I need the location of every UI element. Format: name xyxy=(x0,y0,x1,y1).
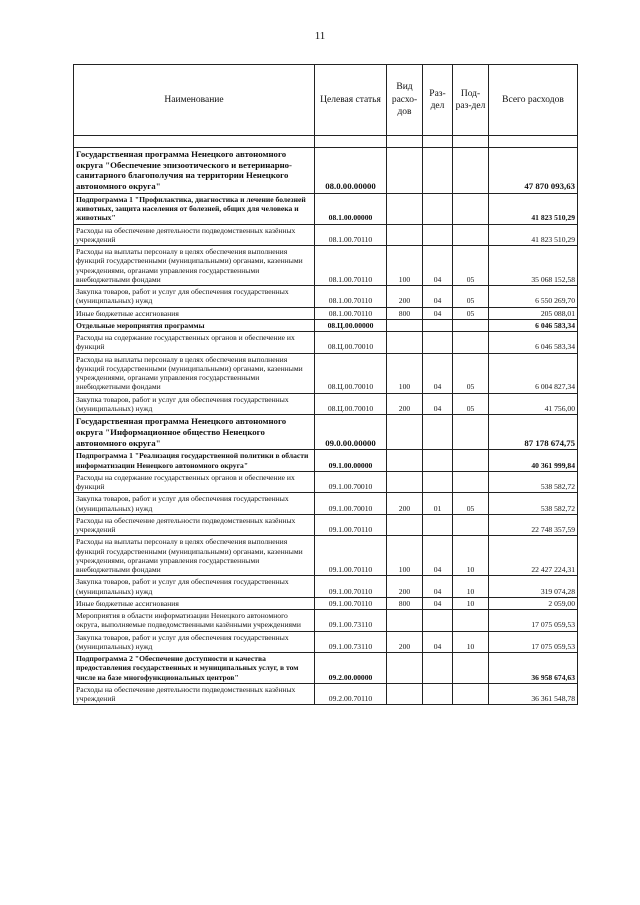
cell-section: 01 xyxy=(423,493,453,515)
cell-code: 09.2.00.70110 xyxy=(315,683,387,705)
cell-total xyxy=(489,136,578,148)
cell-section: 04 xyxy=(423,307,453,319)
cell-subsection xyxy=(453,610,489,632)
table-row xyxy=(74,683,578,705)
cell-subsection: 05 xyxy=(453,353,489,393)
table-row xyxy=(74,536,578,576)
cell-kind xyxy=(387,136,423,148)
table-body xyxy=(74,136,578,705)
cell-subsection xyxy=(453,148,489,194)
cell-name: Закупка товаров, работ и услуг для обеспечения государственных (муниципальных) нужд xyxy=(74,393,315,415)
cell-name: Расходы на выплаты персоналу в целях обеспечения выполнения функций государственными (муниципальными) органами, казенными учреждениями, органами управления государственными внебюджетными фондами xyxy=(74,536,315,576)
cell-name: Расходы на выплаты персоналу в целях обеспечения выполнения функций государственными (муниципальными) органами, казенными учреждениями, органами управления государственными внебюджетными фондами xyxy=(74,246,315,286)
cell-name: Закупка товаров, работ и услуг для обеспечения государственных (муниципальных) нужд xyxy=(74,631,315,653)
cell-section xyxy=(423,610,453,632)
header-section: Раз-дел xyxy=(423,65,453,136)
cell-total: 17 075 059,53 xyxy=(489,631,578,653)
cell-kind xyxy=(387,653,423,684)
cell-subsection: 05 xyxy=(453,286,489,308)
cell-name: Расходы на содержание государственных органов и обеспечение их функций xyxy=(74,471,315,493)
cell-section: 04 xyxy=(423,631,453,653)
cell-code: 08.Ц.00.70010 xyxy=(315,332,387,354)
cell-total: 6 046 583,34 xyxy=(489,332,578,354)
table-header-row xyxy=(74,65,578,136)
subprogram-row xyxy=(74,450,578,472)
cell-kind: 200 xyxy=(387,631,423,653)
cell-total: 41 756,00 xyxy=(489,393,578,415)
cell-total: 205 088,01 xyxy=(489,307,578,319)
header-total: Всего расходов xyxy=(489,65,578,136)
cell-kind: 100 xyxy=(387,246,423,286)
cell-subsection: 10 xyxy=(453,597,489,609)
cell-subsection xyxy=(453,415,489,450)
cell-name: Расходы на содержание государственных органов и обеспечение их функций xyxy=(74,332,315,354)
table-row xyxy=(74,246,578,286)
cell-kind: 200 xyxy=(387,493,423,515)
cell-subsection xyxy=(453,319,489,331)
cell-total: 87 178 674,75 xyxy=(489,415,578,450)
cell-kind xyxy=(387,193,423,224)
cell-name: Закупка товаров, работ и услуг для обеспечения государственных (муниципальных) нужд xyxy=(74,493,315,515)
cell-name: Расходы на обеспечение деятельности подведомственных казённых учреждений xyxy=(74,224,315,246)
cell-name: Государственная программа Ненецкого автономного округа "Обеспечение эпизоотического и ветеринарно-санитарного благополучия на территории Ненецкого автономного округа" xyxy=(74,148,315,194)
cell-subsection: 05 xyxy=(453,307,489,319)
cell-section: 04 xyxy=(423,597,453,609)
table-row xyxy=(74,353,578,393)
cell-subsection xyxy=(453,683,489,705)
cell-code: 09.1.00.70010 xyxy=(315,493,387,515)
cell-code: 08.1.00.70110 xyxy=(315,307,387,319)
cell-code: 09.1.00.70110 xyxy=(315,576,387,598)
cell-name: Расходы на обеспечение деятельности подведомственных казённых учреждений xyxy=(74,514,315,536)
cell-name: Закупка товаров, работ и услуг для обеспечения государственных (муниципальных) нужд xyxy=(74,576,315,598)
cell-total: 538 582,72 xyxy=(489,471,578,493)
cell-kind: 100 xyxy=(387,536,423,576)
cell-code: 08.Ц.00.00000 xyxy=(315,319,387,331)
cell-subsection xyxy=(453,471,489,493)
cell-total: 2 059,00 xyxy=(489,597,578,609)
cell-total: 41 823 510,29 xyxy=(489,224,578,246)
cell-subsection: 05 xyxy=(453,493,489,515)
table-row xyxy=(74,514,578,536)
cell-section xyxy=(423,224,453,246)
cell-kind: 800 xyxy=(387,307,423,319)
cell-name: Подпрограмма 1 "Профилактика, диагностика и лечение болезней животных, защита населения от болезней, общих для человека и животных" xyxy=(74,193,315,224)
cell-name: Иные бюджетные ассигнования xyxy=(74,307,315,319)
subprogram-row xyxy=(74,193,578,224)
cell-code: 09.1.00.73110 xyxy=(315,610,387,632)
program-row xyxy=(74,415,578,450)
cell-subsection xyxy=(453,450,489,472)
subprogram-row xyxy=(74,653,578,684)
cell-section xyxy=(423,450,453,472)
cell-code: 09.1.00.70110 xyxy=(315,536,387,576)
cell-code: 09.1.00.00000 xyxy=(315,450,387,472)
cell-subsection: 10 xyxy=(453,576,489,598)
cell-section: 04 xyxy=(423,393,453,415)
cell-section: 04 xyxy=(423,286,453,308)
cell-code: 09.1.00.70110 xyxy=(315,514,387,536)
cell-section xyxy=(423,415,453,450)
cell-section: 04 xyxy=(423,353,453,393)
cell-kind xyxy=(387,224,423,246)
cell-code: 08.1.00.70110 xyxy=(315,224,387,246)
cell-name xyxy=(74,136,315,148)
cell-total: 17 075 059,53 xyxy=(489,610,578,632)
table-row xyxy=(74,224,578,246)
cell-subsection xyxy=(453,136,489,148)
cell-total: 6 550 269,70 xyxy=(489,286,578,308)
cell-kind: 200 xyxy=(387,286,423,308)
cell-name: Расходы на обеспечение деятельности подведомственных казённых учреждений xyxy=(74,683,315,705)
cell-total: 41 823 510,29 xyxy=(489,193,578,224)
cell-kind: 200 xyxy=(387,576,423,598)
table-row xyxy=(74,576,578,598)
cell-name: Иные бюджетные ассигнования xyxy=(74,597,315,609)
header-kind: Вид расхо-дов xyxy=(387,65,423,136)
table-row xyxy=(74,307,578,319)
cell-subsection xyxy=(453,193,489,224)
cell-code: 08.1.00.00000 xyxy=(315,193,387,224)
cell-kind xyxy=(387,319,423,331)
cell-total: 36 958 674,63 xyxy=(489,653,578,684)
cell-kind xyxy=(387,148,423,194)
cell-subsection xyxy=(453,332,489,354)
cell-subsection: 05 xyxy=(453,393,489,415)
cell-section xyxy=(423,136,453,148)
cell-name: Расходы на выплаты персоналу в целях обеспечения выполнения функций государственными (муниципальными) органами, казенными учреждениями, органами управления государственными внебюджетными фондами xyxy=(74,353,315,393)
cell-code: 09.2.00.00000 xyxy=(315,653,387,684)
cell-code: 08.Ц.00.70010 xyxy=(315,353,387,393)
cell-name: Мероприятия в области информатизации Ненецкого автономного округа, выполняемые подведомственными казёнными учреждениями xyxy=(74,610,315,632)
cell-kind: 200 xyxy=(387,393,423,415)
table-row xyxy=(74,610,578,632)
cell-code: 09.0.00.00000 xyxy=(315,415,387,450)
cell-kind xyxy=(387,450,423,472)
page-number: 11 xyxy=(314,30,326,42)
cell-subsection xyxy=(453,514,489,536)
cell-kind xyxy=(387,610,423,632)
header-target: Целевая статья xyxy=(315,65,387,136)
cell-code: 08.Ц.00.70010 xyxy=(315,393,387,415)
table-row xyxy=(74,597,578,609)
cell-section xyxy=(423,653,453,684)
cell-name: Подпрограмма 2 "Обеспечение доступности и качества предоставления государственных и муниципальных услуг, в том числе на базе многофункциональных центров" xyxy=(74,653,315,684)
cell-code: 08.1.00.70110 xyxy=(315,246,387,286)
table-row xyxy=(74,393,578,415)
cell-name: Закупка товаров, работ и услуг для обеспечения государственных (муниципальных) нужд xyxy=(74,286,315,308)
cell-total: 6 046 583,34 xyxy=(489,319,578,331)
cell-section: 04 xyxy=(423,536,453,576)
cell-code: 09.1.00.70110 xyxy=(315,597,387,609)
table-row xyxy=(74,286,578,308)
cell-total: 22 427 224,31 xyxy=(489,536,578,576)
cell-section: 04 xyxy=(423,576,453,598)
cell-total: 319 074,28 xyxy=(489,576,578,598)
table-row xyxy=(74,631,578,653)
table-row xyxy=(74,493,578,515)
cell-subsection: 05 xyxy=(453,246,489,286)
cell-kind xyxy=(387,471,423,493)
cell-code xyxy=(315,136,387,148)
cell-code: 08.0.00.00000 xyxy=(315,148,387,194)
table-row xyxy=(74,471,578,493)
cell-total: 47 870 093,63 xyxy=(489,148,578,194)
cell-total: 6 004 827,34 xyxy=(489,353,578,393)
cell-kind xyxy=(387,332,423,354)
cell-section xyxy=(423,683,453,705)
cell-section xyxy=(423,148,453,194)
cell-name: Государственная программа Ненецкого автономного округа "Информационное общество Ненецкого автономного округа" xyxy=(74,415,315,450)
cell-section: 04 xyxy=(423,246,453,286)
cell-kind: 800 xyxy=(387,597,423,609)
cell-total: 36 361 548,78 xyxy=(489,683,578,705)
cell-subsection xyxy=(453,224,489,246)
cell-section xyxy=(423,471,453,493)
cell-kind xyxy=(387,683,423,705)
cell-section xyxy=(423,514,453,536)
cell-total: 538 582,72 xyxy=(489,493,578,515)
cell-kind xyxy=(387,514,423,536)
cell-code: 08.1.00.70110 xyxy=(315,286,387,308)
cell-kind: 100 xyxy=(387,353,423,393)
header-name: Наименование xyxy=(74,65,315,136)
cell-kind xyxy=(387,415,423,450)
cell-name: Подпрограмма 1 "Реализация государственной политики в области информатизации Ненецкого автономного округа" xyxy=(74,450,315,472)
cell-total: 22 748 357,59 xyxy=(489,514,578,536)
cell-code: 09.1.00.70010 xyxy=(315,471,387,493)
cell-total: 35 068 152,58 xyxy=(489,246,578,286)
subprogram-row xyxy=(74,319,578,331)
cell-total: 40 361 999,84 xyxy=(489,450,578,472)
cell-name: Отдельные мероприятия программы xyxy=(74,319,315,331)
budget-table xyxy=(73,64,578,705)
cell-section xyxy=(423,332,453,354)
header-subsection: Под-раз-дел xyxy=(453,65,489,136)
cell-subsection xyxy=(453,653,489,684)
program-row xyxy=(74,148,578,194)
cell-section xyxy=(423,193,453,224)
cell-subsection: 10 xyxy=(453,536,489,576)
cell-subsection: 10 xyxy=(453,631,489,653)
cell-section xyxy=(423,319,453,331)
spacer-row xyxy=(74,136,578,148)
table-row xyxy=(74,332,578,354)
cell-code: 09.1.00.73110 xyxy=(315,631,387,653)
